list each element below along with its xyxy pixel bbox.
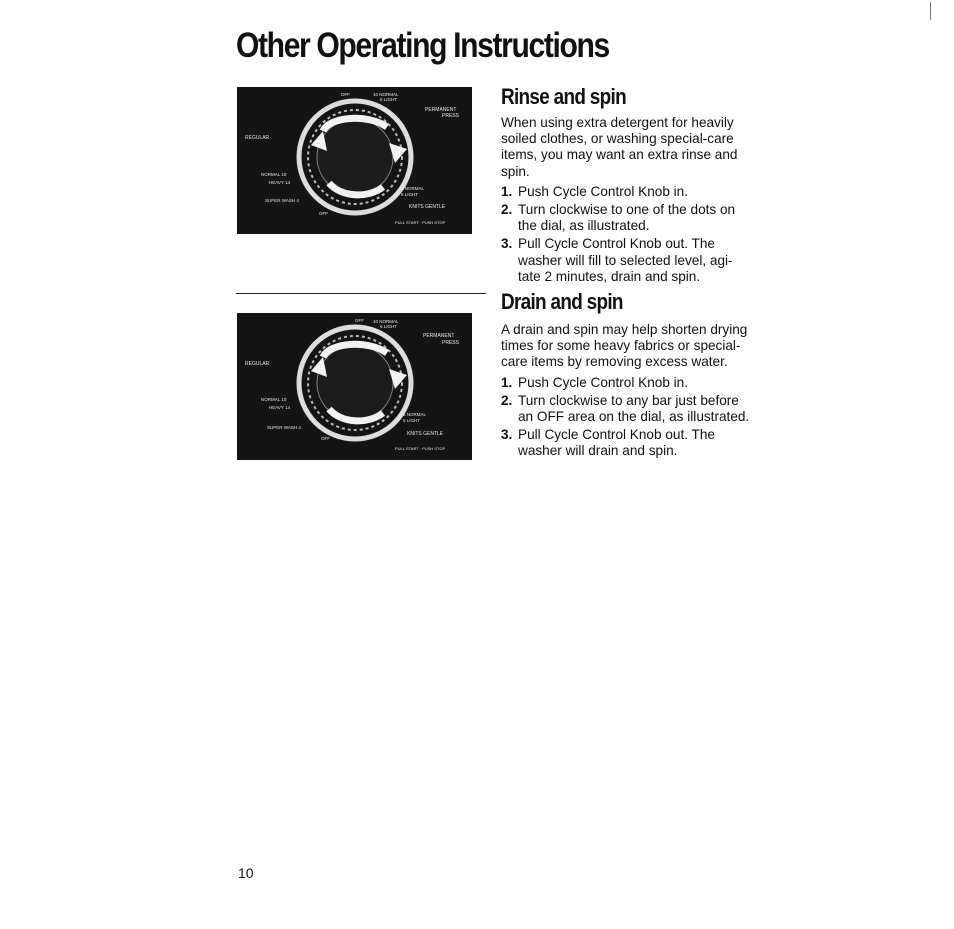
dial-label-regular: REGULAR (245, 361, 270, 367)
drain-steps (501, 375, 751, 460)
dial-label-knits-gentle: KNITS GENTLE (407, 431, 444, 437)
dial-label-off-bottom: OFF (321, 436, 330, 441)
drain-dial-photo (237, 313, 472, 460)
dial-label-knits-gentle: KNITS GENTLE (409, 204, 446, 210)
dial-label-light-6b: 6 LIGHT (401, 192, 419, 197)
page-number: 10 (238, 865, 254, 881)
page-title: Other Operating Instructions (236, 26, 609, 65)
list-item: 2. Turn clockwise to one of the dots on the dial, as illustrated. (501, 202, 736, 234)
dial-label-off: OFF (355, 318, 364, 323)
dial-label-heavy-14: HEAVY 14 (269, 180, 291, 185)
dial-label-normal-10: 10 NORMAL (373, 92, 399, 97)
section-divider (236, 293, 486, 294)
dial-label-normal-8: 8 NORMAL (401, 186, 425, 191)
drain-heading: Drain and spin (501, 289, 623, 314)
dial-label-light-6b: 6 LIGHT (403, 418, 421, 423)
dial-label-normal-8: 8 NORMAL (403, 412, 427, 417)
dial-label-light-6: 6 LIGHT (380, 97, 398, 102)
list-item: 1. Push Cycle Control Knob in. (501, 374, 689, 390)
dial-label-normal-10-left: NORMAL 10 (261, 172, 287, 177)
list-item: 2. Turn clockwise to any bar just before an OFF area on the dial, as illustrated. (501, 392, 750, 425)
list-item: 1. Push Cycle Control Knob in. (501, 183, 689, 199)
dial-label-permanent: PERMANENT (425, 107, 457, 113)
dial-label-heavy-14: HEAVY 14 (269, 405, 291, 410)
drain-intro: A drain and spin may help shorten drying times for some heavy fabrics or special-care items by removing excess water. (501, 322, 748, 370)
rinse-heading: Rinse and spin (501, 84, 626, 109)
page-edge-mark (930, 2, 931, 20)
list-item: 3. Pull Cycle Control Knob out. The washer will fill to selected level, agi-tate 2 minutes, drain and spin. (501, 236, 733, 284)
dial-label-super-wash: SUPER WASH 4 (267, 425, 301, 430)
rinse-steps (501, 184, 751, 285)
rinse-dial-photo (237, 87, 472, 234)
dial-label-off-bottom: OFF (319, 211, 328, 216)
dial-label-press: PRESS (442, 113, 459, 119)
dial-label-light-6: 6 LIGHT (380, 324, 398, 329)
rinse-body (501, 115, 751, 287)
dial-label-pull-start: PULL START · PUSH STOP (395, 446, 446, 451)
dial-label-press: PRESS (442, 340, 459, 346)
dial-label-super-wash: SUPER WASH 4 (265, 198, 299, 203)
dial-label-permanent: PERMANENT (423, 333, 455, 339)
dial-label-pull-start: PULL START · PUSH STOP (395, 220, 446, 225)
dial-label-regular: REGULAR (245, 135, 270, 141)
drain-body (501, 322, 751, 462)
dial-label-normal-10: 10 NORMAL (373, 319, 399, 324)
list-item: 3. Pull Cycle Control Knob out. The washer will drain and spin. (501, 427, 715, 459)
dial-label-off: OFF (341, 92, 350, 97)
rinse-intro: When using extra detergent for heavily soiled clothes, or washing special-care items, you may want an extra rinse and spin. (501, 115, 738, 179)
dial-label-normal-10-left: NORMAL 10 (261, 397, 287, 402)
